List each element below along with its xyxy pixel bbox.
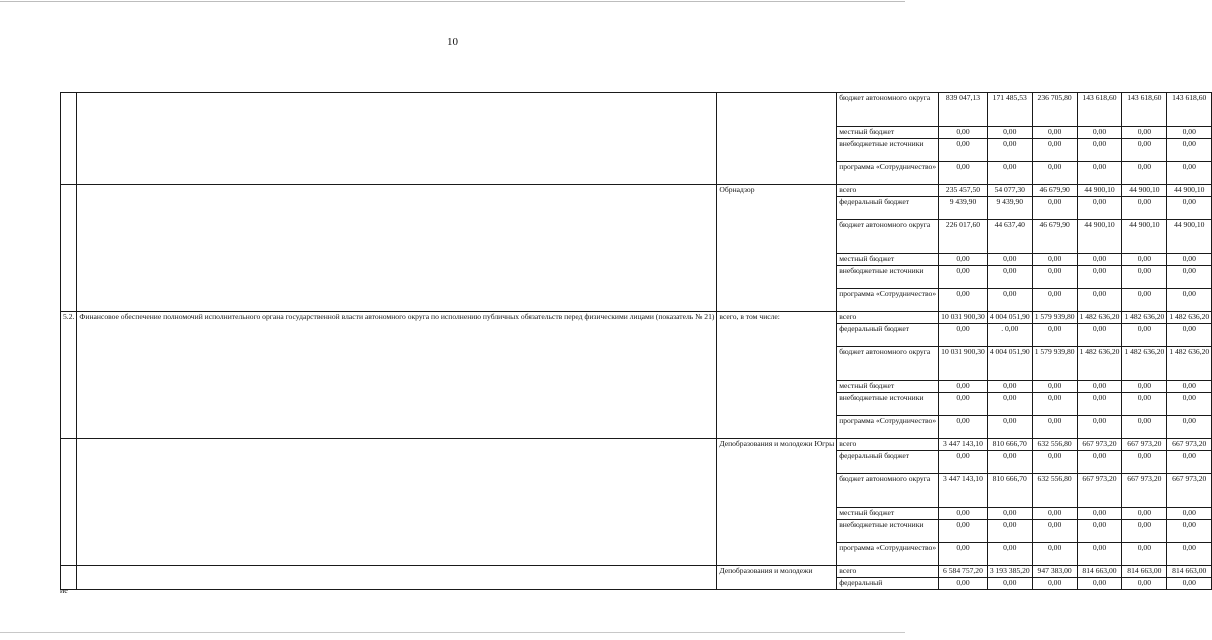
- amount-cell: 0,00: [1077, 381, 1122, 393]
- amount-cell: . 0,00: [987, 324, 1032, 347]
- amount-cell: 0,00: [1167, 266, 1212, 289]
- amount-cell: 0,00: [1167, 381, 1212, 393]
- amount-cell: 0,00: [1122, 416, 1167, 439]
- amount-cell: 44 900,10: [1167, 220, 1212, 254]
- amount-cell: 0,00: [1032, 381, 1077, 393]
- amount-cell: 44 900,10: [1167, 185, 1212, 197]
- amount-cell: 667 973,20: [1077, 439, 1122, 451]
- funding-source: всего: [837, 566, 939, 578]
- measure-name: [77, 93, 717, 185]
- measure-name: [77, 185, 717, 312]
- amount-cell: 0,00: [939, 139, 988, 162]
- amount-cell: 0,00: [1167, 451, 1212, 474]
- table-body: [61, 93, 1212, 590]
- funding-source: местный бюджет: [837, 508, 939, 520]
- scan-edge-top: [0, 1, 905, 2]
- table-row: [61, 312, 1212, 324]
- amount-cell: 0,00: [939, 289, 988, 312]
- amount-cell: 0,00: [1032, 416, 1077, 439]
- amount-cell: 0,00: [1077, 508, 1122, 520]
- amount-cell: 0,00: [1122, 543, 1167, 566]
- amount-cell: 0,00: [939, 324, 988, 347]
- scan-edge-bottom: [0, 632, 905, 633]
- amount-cell: 0,00: [1122, 381, 1167, 393]
- amount-cell: 0,00: [1032, 393, 1077, 416]
- amount-cell: 0,00: [1032, 127, 1077, 139]
- amount-cell: 0,00: [939, 578, 988, 590]
- agency-name: Депобразования и молодежи Югры: [717, 439, 837, 566]
- amount-cell: 1 482 636,20: [1122, 312, 1167, 324]
- amount-cell: 9 439,90: [939, 197, 988, 220]
- table-row: [61, 566, 1212, 578]
- amount-cell: 667 973,20: [1122, 474, 1167, 508]
- amount-cell: 1 579 939,80: [1032, 312, 1077, 324]
- amount-cell: 0,00: [1122, 578, 1167, 590]
- amount-cell: 0,00: [1167, 162, 1212, 185]
- amount-cell: 0,00: [939, 508, 988, 520]
- row-number: [61, 185, 77, 312]
- amount-cell: 0,00: [1077, 543, 1122, 566]
- amount-cell: 0,00: [1122, 520, 1167, 543]
- agency-name: Депобразования и молодежи: [717, 566, 837, 590]
- table-row: [61, 93, 1212, 127]
- funding-source: всего: [837, 312, 939, 324]
- amount-cell: 632 556,80: [1032, 474, 1077, 508]
- amount-cell: 0,00: [987, 254, 1032, 266]
- amount-cell: 0,00: [939, 266, 988, 289]
- amount-cell: 0,00: [987, 543, 1032, 566]
- funding-source: внебюджетные источники: [837, 393, 939, 416]
- amount-cell: 143 618,60: [1077, 93, 1122, 127]
- amount-cell: 0,00: [939, 162, 988, 185]
- amount-cell: 1 579 939,80: [1032, 347, 1077, 381]
- amount-cell: 1 482 636,20: [1077, 347, 1122, 381]
- amount-cell: 0,00: [1032, 520, 1077, 543]
- amount-cell: 0,00: [1077, 197, 1122, 220]
- amount-cell: 1 482 636,20: [1122, 347, 1167, 381]
- amount-cell: 54 077,30: [987, 185, 1032, 197]
- amount-cell: 0,00: [1122, 393, 1167, 416]
- amount-cell: 235 457,50: [939, 185, 988, 197]
- amount-cell: 0,00: [987, 508, 1032, 520]
- amount-cell: 0,00: [1167, 139, 1212, 162]
- amount-cell: 0,00: [987, 266, 1032, 289]
- amount-cell: 0,00: [987, 451, 1032, 474]
- amount-cell: 46 679,90: [1032, 185, 1077, 197]
- funding-source: всего: [837, 439, 939, 451]
- amount-cell: 226 017,60: [939, 220, 988, 254]
- amount-cell: 0,00: [1167, 254, 1212, 266]
- amount-cell: 0,00: [939, 543, 988, 566]
- funding-source: федеральный: [837, 578, 939, 590]
- agency-name: Обрнадзор: [717, 185, 837, 312]
- amount-cell: 667 973,20: [1167, 474, 1212, 508]
- funding-source: бюджет автономного округа: [837, 220, 939, 254]
- amount-cell: 814 663,00: [1077, 566, 1122, 578]
- amount-cell: 0,00: [939, 416, 988, 439]
- amount-cell: 44 900,10: [1122, 185, 1167, 197]
- amount-cell: 0,00: [1032, 162, 1077, 185]
- table-row: [61, 185, 1212, 197]
- amount-cell: 0,00: [1077, 393, 1122, 416]
- amount-cell: 814 663,00: [1167, 566, 1212, 578]
- amount-cell: 810 666,70: [987, 439, 1032, 451]
- amount-cell: 4 004 051,90: [987, 312, 1032, 324]
- funding-source: внебюджетные источники: [837, 520, 939, 543]
- amount-cell: 0,00: [1077, 266, 1122, 289]
- amount-cell: 0,00: [1122, 197, 1167, 220]
- amount-cell: 0,00: [1167, 508, 1212, 520]
- funding-source: бюджет автономного округа: [837, 474, 939, 508]
- amount-cell: 0,00: [1077, 324, 1122, 347]
- amount-cell: 0,00: [1032, 266, 1077, 289]
- funding-source: программа «Сотрудничество»: [837, 416, 939, 439]
- amount-cell: 0,00: [1167, 520, 1212, 543]
- amount-cell: 0,00: [1167, 578, 1212, 590]
- amount-cell: 4 004 051,90: [987, 347, 1032, 381]
- funding-source: федеральный бюджет: [837, 451, 939, 474]
- funding-source: внебюджетные источники: [837, 266, 939, 289]
- amount-cell: 0,00: [987, 381, 1032, 393]
- amount-cell: 0,00: [1077, 451, 1122, 474]
- amount-cell: 0,00: [1032, 254, 1077, 266]
- amount-cell: 0,00: [987, 416, 1032, 439]
- amount-cell: 0,00: [1167, 543, 1212, 566]
- amount-cell: 236 705,80: [1032, 93, 1077, 127]
- amount-cell: 1 482 636,20: [1167, 312, 1212, 324]
- amount-cell: 0,00: [1077, 578, 1122, 590]
- amount-cell: 0,00: [1077, 289, 1122, 312]
- amount-cell: 3 193 385,20: [987, 566, 1032, 578]
- amount-cell: 1 482 636,20: [1077, 312, 1122, 324]
- amount-cell: 44 900,10: [1077, 185, 1122, 197]
- amount-cell: 0,00: [1077, 520, 1122, 543]
- amount-cell: 667 973,20: [1167, 439, 1212, 451]
- amount-cell: 0,00: [1122, 127, 1167, 139]
- amount-cell: 0,00: [987, 127, 1032, 139]
- amount-cell: 814 663,00: [1122, 566, 1167, 578]
- agency-name: всего, в том числе:: [717, 312, 837, 439]
- amount-cell: 667 973,20: [1077, 474, 1122, 508]
- amount-cell: 6 584 757,20: [939, 566, 988, 578]
- amount-cell: 0,00: [1077, 416, 1122, 439]
- amount-cell: 44 900,10: [1122, 220, 1167, 254]
- amount-cell: 0,00: [1032, 451, 1077, 474]
- funding-source: программа «Сотрудничество»: [837, 289, 939, 312]
- amount-cell: 0,00: [987, 162, 1032, 185]
- page-number: 10: [447, 36, 458, 48]
- amount-cell: 0,00: [1122, 254, 1167, 266]
- amount-cell: 0,00: [987, 139, 1032, 162]
- amount-cell: 0,00: [1032, 139, 1077, 162]
- amount-cell: 0,00: [1167, 127, 1212, 139]
- amount-cell: 947 383,00: [1032, 566, 1077, 578]
- amount-cell: 0,00: [1122, 508, 1167, 520]
- row-number: [61, 439, 77, 566]
- amount-cell: 0,00: [939, 520, 988, 543]
- measure-name: Финансовое обеспечение полномочий исполнительного органа государственной власти автономного округа по исполнению публичных обязательств перед физическими лицами (показатель № 21): [77, 312, 717, 439]
- amount-cell: 10 031 900,30: [939, 312, 988, 324]
- amount-cell: 44 637,40: [987, 220, 1032, 254]
- amount-cell: 0,00: [987, 393, 1032, 416]
- amount-cell: 0,00: [1122, 266, 1167, 289]
- amount-cell: 10 031 900,30: [939, 347, 988, 381]
- funding-source: бюджет автономного округа: [837, 347, 939, 381]
- row-number: 5.2.: [61, 312, 77, 439]
- table-row: [61, 439, 1212, 451]
- amount-cell: 810 666,70: [987, 474, 1032, 508]
- amount-cell: 0,00: [1032, 289, 1077, 312]
- amount-cell: 171 485,53: [987, 93, 1032, 127]
- amount-cell: 143 618,60: [1167, 93, 1212, 127]
- footer-mark: ие: [60, 586, 68, 595]
- amount-cell: 0,00: [1122, 451, 1167, 474]
- amount-cell: 0,00: [939, 127, 988, 139]
- amount-cell: 0,00: [1032, 508, 1077, 520]
- amount-cell: 0,00: [939, 381, 988, 393]
- amount-cell: 0,00: [939, 254, 988, 266]
- funding-source: программа «Сотрудничество»: [837, 543, 939, 566]
- amount-cell: 0,00: [987, 289, 1032, 312]
- amount-cell: 1 482 636,20: [1167, 347, 1212, 381]
- amount-cell: 0,00: [1167, 416, 1212, 439]
- funding-source: внебюджетные источники: [837, 139, 939, 162]
- amount-cell: 9 439,90: [987, 197, 1032, 220]
- funding-source: федеральный бюджет: [837, 197, 939, 220]
- amount-cell: 46 679,90: [1032, 220, 1077, 254]
- amount-cell: 143 618,60: [1122, 93, 1167, 127]
- amount-cell: 0,00: [1077, 139, 1122, 162]
- funding-source: всего: [837, 185, 939, 197]
- amount-cell: 0,00: [1167, 393, 1212, 416]
- funding-source: бюджет автономного округа: [837, 93, 939, 127]
- agency-name: [717, 93, 837, 185]
- amount-cell: 0,00: [1077, 162, 1122, 185]
- funding-source: федеральный бюджет: [837, 324, 939, 347]
- measure-name: [77, 439, 717, 566]
- funding-source: программа «Сотрудничество»: [837, 162, 939, 185]
- amount-cell: 0,00: [939, 393, 988, 416]
- amount-cell: 0,00: [1122, 324, 1167, 347]
- amount-cell: 3 447 143,10: [939, 474, 988, 508]
- amount-cell: 839 047,13: [939, 93, 988, 127]
- amount-cell: 0,00: [987, 578, 1032, 590]
- amount-cell: 0,00: [939, 451, 988, 474]
- amount-cell: 0,00: [1167, 197, 1212, 220]
- amount-cell: 667 973,20: [1122, 439, 1167, 451]
- amount-cell: 0,00: [1167, 289, 1212, 312]
- amount-cell: 632 556,80: [1032, 439, 1077, 451]
- amount-cell: 0,00: [987, 520, 1032, 543]
- measure-name: [77, 566, 717, 590]
- amount-cell: 0,00: [1122, 162, 1167, 185]
- amount-cell: 0,00: [1032, 543, 1077, 566]
- amount-cell: 0,00: [1167, 324, 1212, 347]
- amount-cell: 0,00: [1122, 289, 1167, 312]
- amount-cell: 0,00: [1122, 139, 1167, 162]
- amount-cell: 0,00: [1032, 578, 1077, 590]
- amount-cell: 0,00: [1032, 197, 1077, 220]
- amount-cell: 0,00: [1077, 254, 1122, 266]
- amount-cell: 0,00: [1077, 127, 1122, 139]
- row-number: [61, 93, 77, 185]
- amount-cell: 3 447 143,10: [939, 439, 988, 451]
- amount-cell: 0,00: [1032, 324, 1077, 347]
- funding-source: местный бюджет: [837, 254, 939, 266]
- amount-cell: 44 900,10: [1077, 220, 1122, 254]
- funding-source: местный бюджет: [837, 381, 939, 393]
- financing-table: [60, 92, 1212, 590]
- funding-source: местный бюджет: [837, 127, 939, 139]
